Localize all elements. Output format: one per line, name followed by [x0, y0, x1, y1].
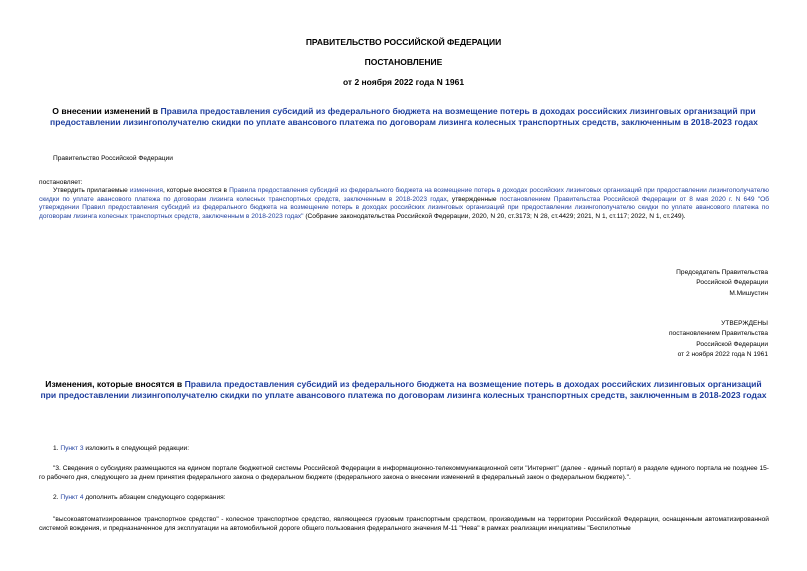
changes-title-prefix: Изменения, которые вносятся в	[45, 379, 185, 389]
document-type-heading: ПОСТАНОВЛЕНИЕ	[364, 57, 443, 67]
item-1-text: "3. Сведения о субсидиях размещаются на едином портале бюджетной системы Российской Федерации в информационно-телекоммуникационной сети "Интернет" (далее - единый портал) в разделе единого портала не позднее 15-го рабочего дня, следующего за днем принятия федерального закона о федеральном бюджете (федерального закона о внесении изменений в федеральный закон о федеральном бюджете).".	[39, 465, 769, 481]
p1-text-c: , утвержденные	[446, 195, 500, 203]
changes-title	[38, 379, 769, 401]
title-prefix: О внесении изменений в	[52, 106, 161, 116]
approval-line-2: постановлением Правительства	[668, 330, 768, 338]
changes-link[interactable]: изменения	[129, 187, 163, 194]
signature-position-1: Председатель Правительства	[676, 269, 768, 276]
resolution-paragraph	[39, 187, 769, 222]
rules-link[interactable]: Правила предоставления субсидий из федерального бюджета на возмещение потерь в доходах российских лизинговых организаций при предоставлении лизингополучателю скидки по уплате авансового платежа по договорам лизинга колесных транспортных средств, заключенным в 2018-2023 годах	[39, 187, 769, 203]
item-2-heading	[39, 494, 769, 503]
rules-title-link[interactable]: Правила предоставления субсидий из федерального бюджета на возмещение потерь в доходах российских лизинговых организаций при предоставлении лизингополучателю скидки по уплате авансового платежа по договорам лизинга колесных транспортных средств, заключенным в 2018-2023 годах	[50, 106, 758, 127]
resolution-649-link[interactable]: постановлением Правительства Российской Федерации от 8 мая 2020 г. N 649 "Об утверждении Правил предоставления субсидий из федерального бюджета на возмещение потерь в доходах российских лизинговых организаций при предоставлении лизингополучателю скидки по уплате авансового платежа по договорам лизинга колесных транспортных средств, заключенным в 2018-2023 годах"	[39, 195, 769, 221]
point-3-link[interactable]: Пункт 3	[60, 445, 84, 452]
item-1-heading	[39, 445, 769, 454]
approval-block	[669, 319, 768, 360]
signature-position-2: Российской Федерации	[696, 279, 768, 287]
item-2-text: "высокоавтоматизированное транспортное средство" - колесное транспортное средство, являющееся грузовым транспортным средством, производимым на территории Российской Федерации, оснащенным автоматизированной системой вождения, и предназначенное для эксплуатации на автомобильной дороге общего пользования федерального значения М-11 "Нева" в рамках реализации инициативы "Беспилотные	[39, 516, 769, 532]
authority-heading: ПРАВИТЕЛЬСТВО РОССИЙСКОЙ ФЕДЕРАЦИИ	[305, 37, 502, 47]
approval-line-1: УТВЕРЖДЕНЫ	[721, 320, 768, 327]
item-2-number: 2.	[53, 494, 61, 501]
document-date-number: от 2 ноября 2022 года N 1961	[342, 77, 465, 87]
signature-block	[676, 268, 768, 299]
approval-line-4: от 2 ноября 2022 года N 1961	[677, 350, 768, 358]
item-2-rest: дополнить абзацем следующего содержания:	[83, 494, 226, 501]
p1-text-a: Утвердить прилагаемые	[53, 187, 130, 194]
signature-name: М.Мишустин	[729, 289, 768, 297]
item-1-number: 1.	[53, 445, 61, 452]
document-title	[34, 106, 774, 128]
point-4-link[interactable]: Пункт 4	[60, 494, 84, 501]
approval-line-3: Российской Федерации	[696, 340, 768, 348]
resolves-text: постановляет:	[39, 179, 83, 186]
government-text: Правительство Российской Федерации	[53, 155, 173, 162]
p1-text-b: , которые вносятся в	[162, 187, 230, 194]
changes-rules-link[interactable]: Правила предоставления субсидий из федерального бюджета на возмещение потерь в доходах российских лизинговых организаций при предоставлении лизингополучателю скидки по уплате авансового платежа по договорам лизинга колесных транспортных средств, заключенным в 2018-2023 годах	[40, 379, 767, 400]
item-1-rest: изложить в следующей редакции:	[83, 445, 190, 452]
p1-text-d: (Собрание законодательства Российской Федерации, 2020, N 20, ст.3173; N 28, ст.4429; 2021, N 1, ст.117; 2022, N 1, ст.249).	[303, 213, 686, 221]
